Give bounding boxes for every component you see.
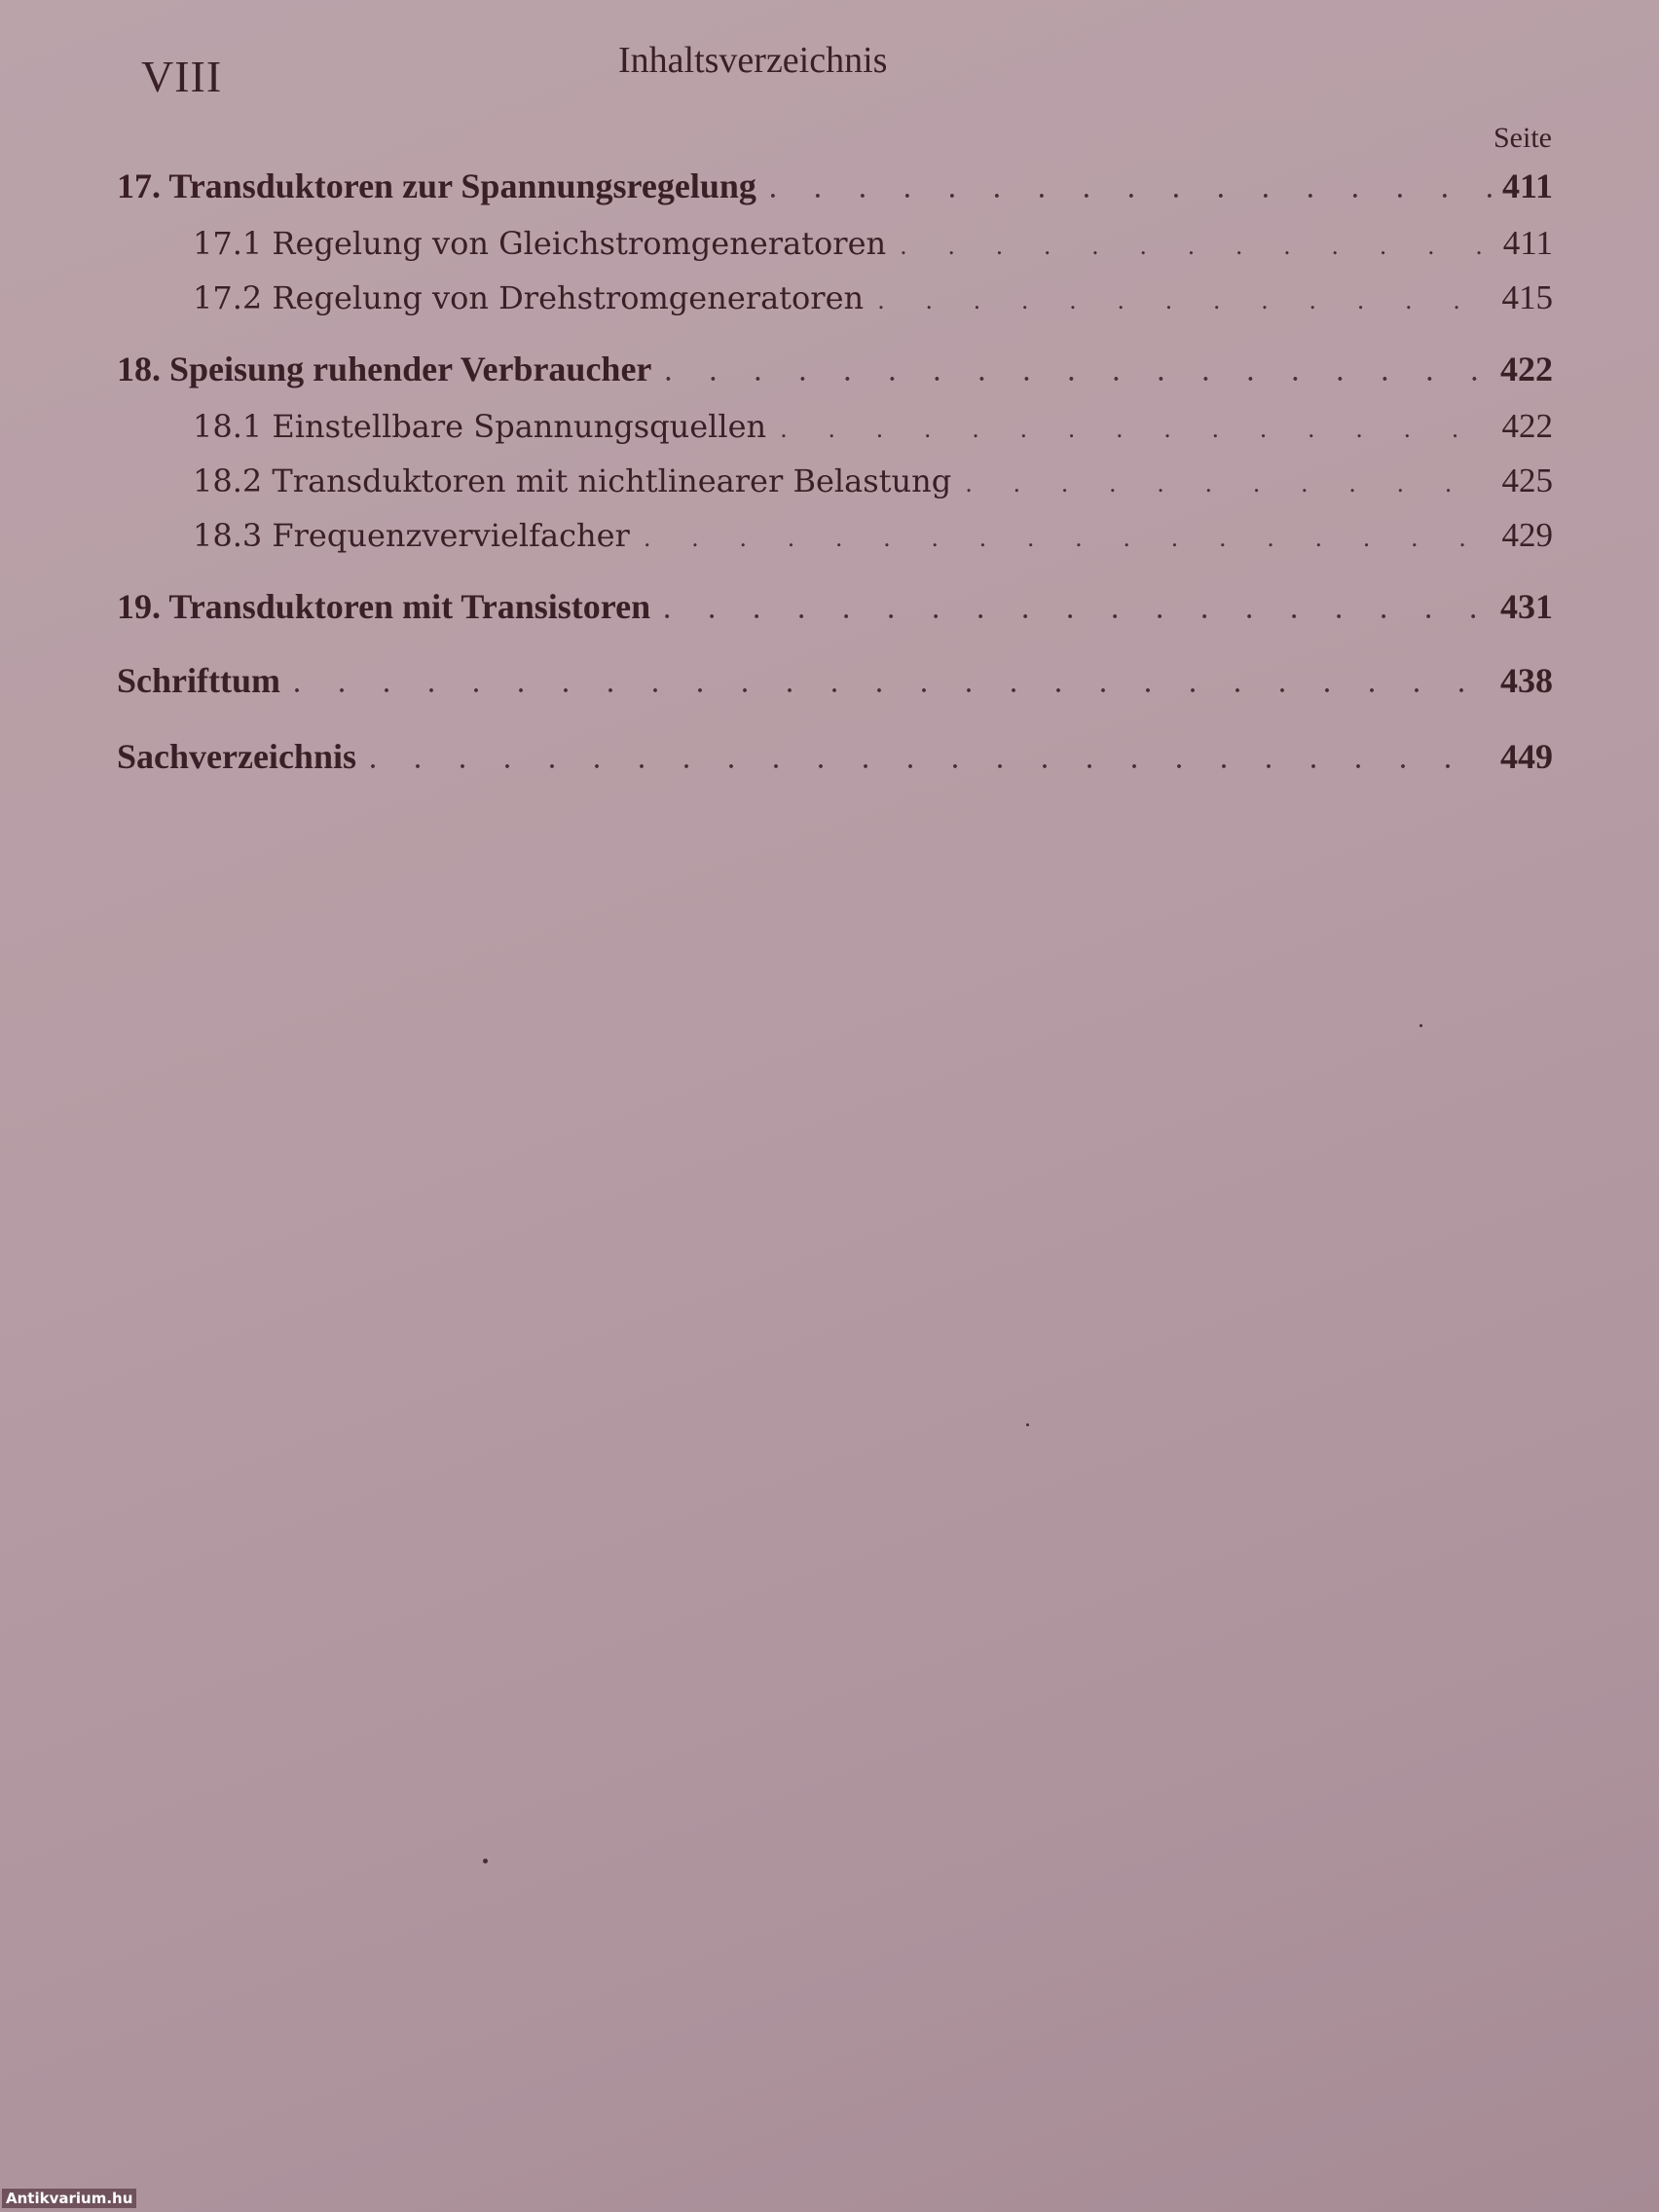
page-folio: VIII [141,52,223,101]
toc-entry-title: 17.1 Regelung von Gleichstromgeneratoren [193,225,887,262]
dot-leader [965,470,1492,498]
dot-leader [877,287,1492,314]
toc-section-18-3 [117,516,1553,571]
toc-entry-page: 425 [1501,461,1553,499]
toc-entry-page: 429 [1501,516,1553,554]
dot-leader [370,749,1491,775]
dot-leader [665,361,1491,387]
running-head [141,39,1553,107]
toc-schrifttum [117,660,1553,720]
toc-entry-title: Schrifttum [117,661,280,700]
toc-section-17-1 [117,224,1553,278]
dot-leader [770,178,1493,204]
toc-chapter-19 [117,586,1553,645]
paper-speck [1419,1024,1422,1027]
dot-leader [900,233,1493,260]
toc-entry-title: 18. Speisung ruhender Verbraucher [117,350,652,388]
toc-sachverzeichnis [117,736,1553,796]
table-of-contents [117,166,1553,796]
watermark: Antikvarium.hu [2,2189,136,2208]
running-title: Inhaltsverzeichnis [618,40,888,81]
toc-section-18-2 [117,461,1553,516]
toc-entry-page: 449 [1500,737,1553,776]
toc-entry-title: 19. Transduktoren mit Transistoren [117,587,651,626]
toc-entry-page: 422 [1500,350,1553,388]
toc-entry-title: 18.3 Frequenzvervielfacher [193,517,630,554]
paper-speck [483,1859,488,1863]
page-column-header: Seite [1493,122,1552,154]
toc-entry-title: 17.2 Regelung von Drehstromgeneratoren [193,279,865,316]
toc-entry-title: 18.2 Transduktoren mit nichtlinearer Belastung [193,462,952,499]
dot-leader [644,525,1493,552]
toc-entry-page: 422 [1501,407,1553,445]
dot-leader [780,416,1492,443]
toc-entry-page: 411 [1501,166,1553,205]
toc-entry-page: 415 [1501,278,1553,316]
dot-leader [664,599,1491,625]
toc-section-18-1 [117,407,1553,461]
toc-entry-page: 411 [1502,224,1553,262]
paper-speck [1026,1423,1029,1426]
toc-entry-title: 17. Transduktoren zur Spannungsregelung [117,166,756,205]
toc-chapter-18 [117,349,1553,407]
toc-chapter-17 [117,166,1553,224]
dot-leader [294,673,1491,699]
toc-entry-page: 438 [1500,661,1553,700]
toc-entry-title: 18.1 Einstellbare Spannungsquellen [193,408,767,445]
toc-entry-title: Sachverzeichnis [117,737,356,776]
toc-entry-page: 431 [1500,587,1553,626]
toc-section-17-2 [117,278,1553,333]
